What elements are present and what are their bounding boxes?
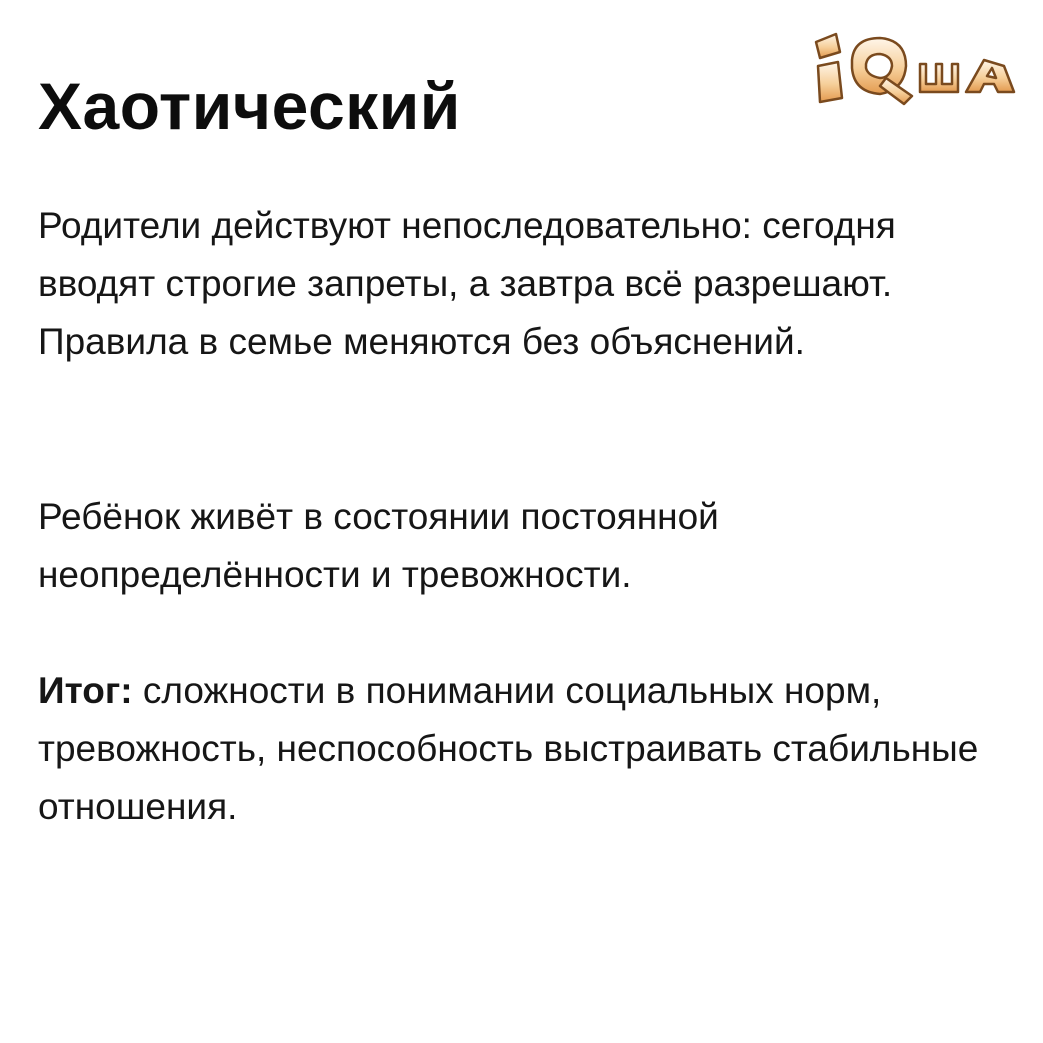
paragraph-summary <box>38 662 998 836</box>
summary-text: сложности в понимании социальных норм, тревожность, неспособность выстраивать стабильные отношения. <box>38 670 979 827</box>
logo-letter-a-shape <box>966 60 1014 92</box>
logo-letter-sha-shape <box>920 64 958 92</box>
summary-label: Итог: <box>38 670 133 711</box>
paragraph-parents-behavior: Родители действуют непоследовательно: сегодня вводят строгие запреты, а завтра всё разрешают. Правила в семье меняются без объяснений. <box>38 205 896 362</box>
logo-letter-i-shape <box>816 34 842 102</box>
logo-letter-q-shape <box>852 38 912 104</box>
brand-logo <box>808 26 1020 112</box>
slide-title: Хаотический <box>38 69 461 143</box>
paragraph-child-state: Ребёнок живёт в состоянии постоянной неопределённости и тревожности. <box>38 496 719 595</box>
